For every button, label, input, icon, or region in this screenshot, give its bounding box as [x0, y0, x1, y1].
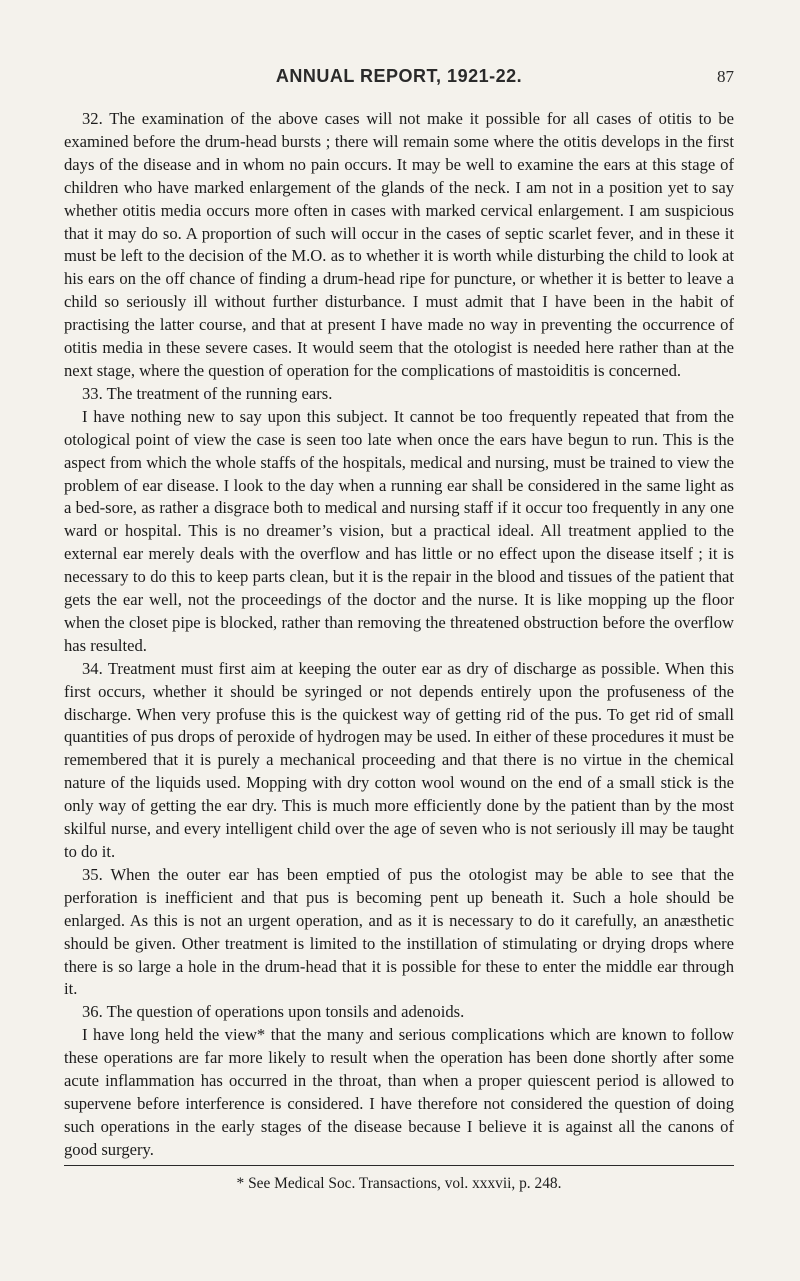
footnote: * See Medical Soc. Transactions, vol. xxxvii, p. 248. — [236, 1174, 562, 1192]
paragraph-36-body: I have long held the view* that the many and serious complications which are known to follow these operations are far more likely to result when the operation has been done shortly after some acute inflammation has occurred in the throat, than when a proper quiescent period is allowed to supervene before interference is considered. I have therefore not considered the question of doing such operations in the early stages of the disease because I believe it is against all the canons of good surgery. — [64, 1025, 734, 1159]
paragraph-32: 32. The examination of the above cases will not make it possible for all cases of otitis to be examined before the drum-head bursts ; there will remain some where the otitis develops in the first days of the disease and in whom no pain occurs. It may be well to examine the ears at this stage of children who have marked enlargement of the glands of the neck. I am not in a position yet to say whether otitis media occurs more often in cases with marked cervical enlargement. I am suspicious that it may do so. A proportion of such will occur in the cases of septic scarlet fever, and in these it must be left to the decision of the M.O. as to whether it is worth while disturbing the child to look at his ears on the off chance of finding a drum-head ripe for puncture, or whether it is better to leave a child so seriously ill without further disturbance. I must admit that I have been in the habit of practising the latter course, and that at present I have made no way in preventing the occurrence of otitis media in these severe cases. It would seem that the otologist is needed here rather than at the next stage, where the question of operation for the complications of mastoiditis is concerned. — [64, 109, 734, 380]
page-header — [64, 66, 734, 98]
running-title: ANNUAL REPORT, 1921-22. — [275, 66, 523, 86]
body-text — [64, 108, 734, 1162]
footnote-rule — [64, 1165, 734, 1166]
paragraph-33-heading: 33. The treatment of the running ears. — [82, 383, 333, 403]
paragraph-35: 35. When the outer ear has been emptied of pus the otologist may be able to see that the perforation is inefficient and that pus is becoming pent up beneath it. Such a hole should be enlarged. As this is not an urgent operation, and as it is necessary to do it carefully, an anæsthetic should be given. Other treatment is limited to the instillation of stimulating or drying drops where there is so large a hole in the drum-head that it is possible for these to enter the middle ear through it. — [64, 864, 734, 999]
page-number: 87 — [717, 67, 734, 86]
paragraph-33-body: I have nothing new to say upon this subject. It cannot be too frequently repeated that from the otological point of view the case is seen too late when once the ears have begun to run. This is the aspect from which the whole staffs of the hospitals, medical and nursing, must be trained to view the problem of ear disease. I look to the day when a running ear shall be considered in the same light as a bed-sore, as rather a disgrace both to medical and nursing staff if it occur too frequently in any one ward or hospital. This is no dreamer’s vision, but a practical ideal. All treatment applied to the external ear merely deals with the overflow and has little or no effect upon the disease itself ; it is necessary to do this to keep parts clean, but it is the repair in the blood and tissues of the patient that gets the ear well, not the proceedings of the doctor and the nurse. It is like mopping up the floor when the closet pipe is blocked, rather than removing the threatened obstruction before the overflow has resulted. — [64, 406, 734, 655]
paragraph-36-heading: 36. The question of operations upon tonsils and adenoids. — [82, 1002, 465, 1022]
paragraph-34: 34. Treatment must first aim at keeping the outer ear as dry of discharge as possible. When this first occurs, whether it should be syringed or not depends entirely upon the profuseness of the discharge. When very profuse this is the quickest way of getting rid of the pus. To get rid of small quantities of pus drops of peroxide of hydrogen may be used. In either of these procedures it must be remembered that it is purely a mechanical proceeding and that there is no virtue in the chemical nature of the liquids used. Mopping with dry cotton wool wound on the end of a small stick is the only way of getting the ear dry. This is much more efficiently done by the patient than by the most skilful nurse, and every intelligent child over the age of seven who is not seriously ill may be taught to do it. — [64, 658, 734, 861]
